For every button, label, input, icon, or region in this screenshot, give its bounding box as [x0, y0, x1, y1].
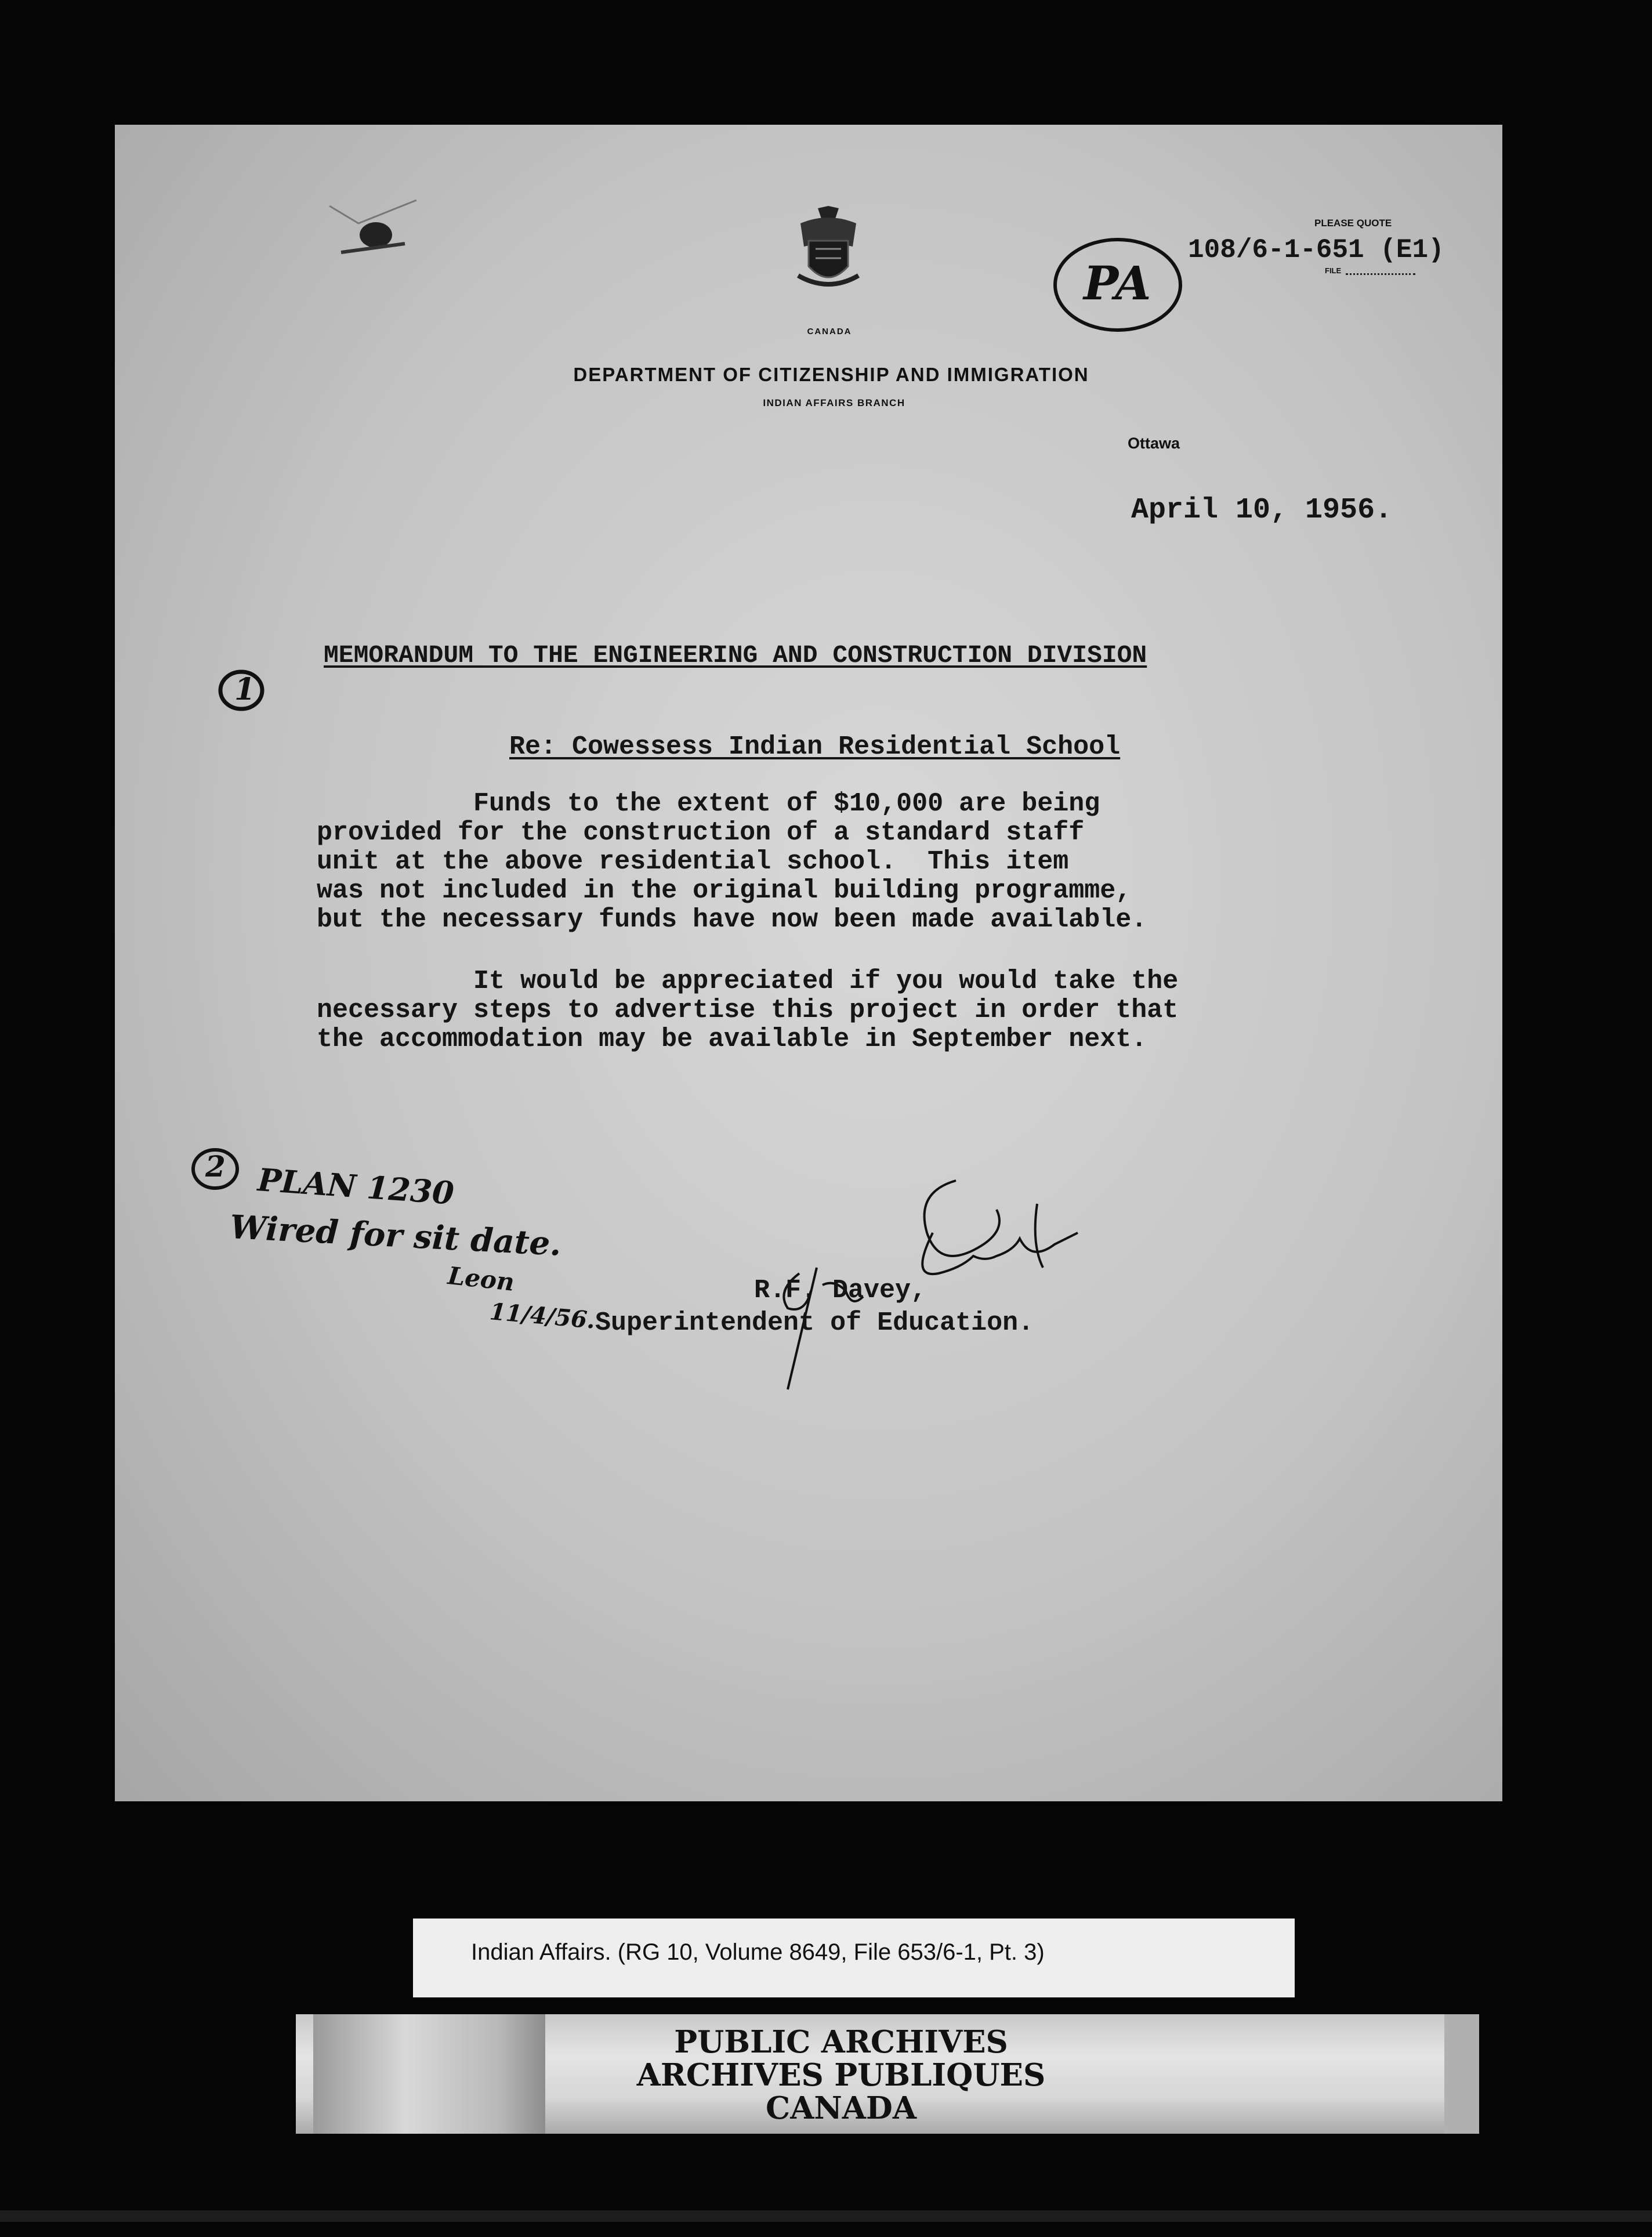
- margin-number-one-text: 1: [234, 672, 256, 707]
- stamp-line-3: CANADA: [766, 2090, 916, 2126]
- memo-paragraph-1: Funds to the extent of $10,000 are being provided for the construction of a standard staff unit at the above residential school. This item was not included in the original building programme, but the necessary funds have now been made available.: [317, 789, 1147, 935]
- coat-of-arms-crest: [795, 206, 862, 293]
- file-label: FILE: [1325, 266, 1342, 275]
- film-edge-strip: [0, 2210, 1652, 2222]
- department-heading: DEPARTMENT OF CITIZENSHIP AND IMMIGRATION: [573, 364, 1089, 385]
- torn-corner-mark: [318, 189, 434, 270]
- signatory-title: Superintendent of Education.: [595, 1308, 1034, 1338]
- stamp-tape-left: [313, 2014, 545, 2134]
- handwritten-date: 11/4/56.: [488, 1298, 597, 1334]
- stamp-line-2: ARCHIVES PUBLIQUES: [636, 2057, 1046, 2093]
- handwritten-plan-note: PLAN 1230: [256, 1161, 455, 1212]
- memo-paragraph-2: It would be appreciated if you would take the necessary steps to advertise this project in order that the accommodation may be available in September next.: [317, 967, 1179, 1054]
- stamp-text: [621, 2026, 1062, 2125]
- public-archives-stamp: [296, 2014, 1479, 2134]
- stamp-tape-right: [1444, 2014, 1479, 2134]
- handwritten-initials: Leon: [446, 1261, 516, 1297]
- stamp-line-1: PUBLIC ARCHIVES: [674, 2024, 1008, 2060]
- circled-initials-annotation: [1050, 234, 1186, 335]
- margin-number-two-text: 2: [205, 1149, 226, 1183]
- handwritten-wired-note: Wired for sit date.: [229, 1208, 563, 1264]
- please-quote-label: PLEASE QUOTE: [1314, 218, 1392, 229]
- branch-heading: INDIAN AFFAIRS BRANCH: [763, 397, 905, 408]
- signatory-name: R.F. Davey,: [754, 1276, 927, 1305]
- archive-citation-label: [413, 1919, 1295, 1997]
- archive-citation-text: Indian Affairs. (RG 10, Volume 8649, File 653/6-1, Pt. 3): [471, 1939, 1045, 1965]
- memo-subject: Re: Cowessess Indian Residential School: [509, 732, 1121, 762]
- letter-date: April 10, 1956.: [1131, 494, 1393, 527]
- file-dotted-line: [1346, 273, 1415, 275]
- country-label: CANADA: [807, 327, 852, 336]
- margin-number-two: [189, 1146, 241, 1192]
- file-number: 108/6-1-651 (E1): [1188, 235, 1444, 265]
- margin-number-one: [217, 667, 266, 714]
- circled-initials-text: PA: [1084, 256, 1151, 310]
- city: Ottawa: [1128, 435, 1180, 452]
- memo-title: MEMORANDUM TO THE ENGINEERING AND CONSTRUCTION DIVISION: [324, 641, 1147, 669]
- letter-sheet: [115, 125, 1502, 1801]
